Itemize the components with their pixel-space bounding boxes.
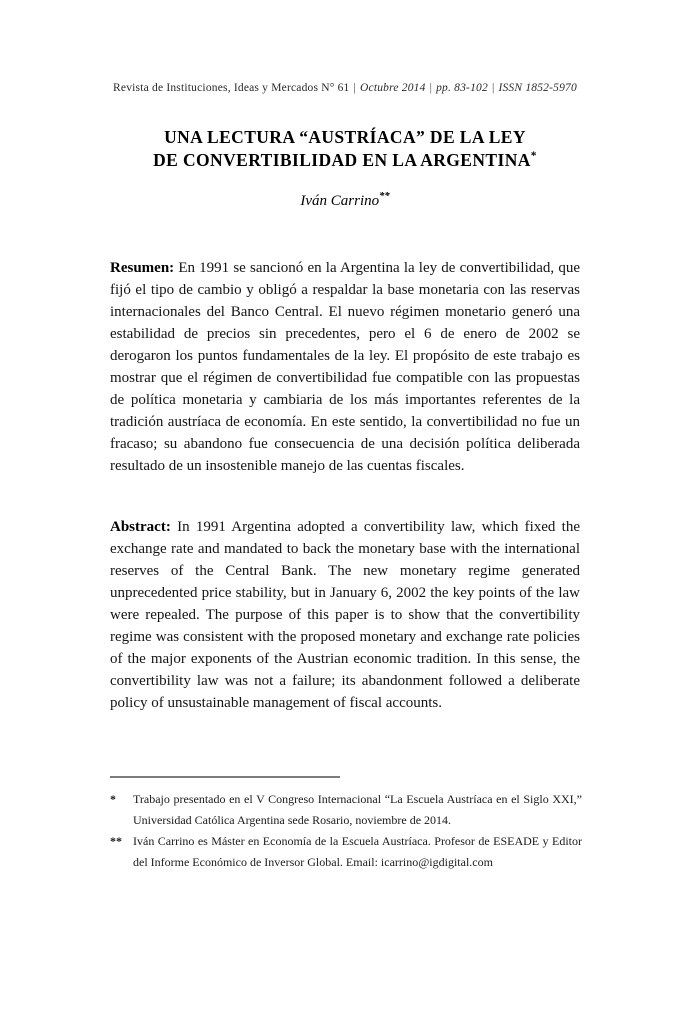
title-footnote-marker: * [530, 150, 537, 163]
resumen-paragraph [110, 257, 580, 477]
abstract-paragraph [110, 516, 580, 714]
author-footnote-marker: ** [379, 191, 390, 202]
page-range: pp. 83-102 [436, 82, 488, 94]
paper-title-line1: UNA LECTURA “AUSTRÍACA” DE LA LEY [164, 127, 526, 147]
abstract-label: Abstract: [110, 519, 171, 535]
journal-header [0, 82, 690, 94]
journal-name: Revista de Instituciones, Ideas y Mercados N° 61 [113, 82, 350, 94]
footnote-author-bio [110, 831, 582, 873]
paper-title [0, 126, 690, 172]
issn-number: ISSN 1852-5970 [498, 82, 577, 94]
author-line [0, 193, 690, 210]
footnote-congress [110, 789, 582, 831]
header-divider: | [353, 82, 357, 94]
abstract-text: In 1991 Argentina adopted a convertibility law, which fixed the exchange rate and mandated to back the monetary base with the international reserves of the Central Bank. The new monetary regime generated unprecedented price stability, but in January 6, 2002 the key points of the law were repealed. The purpose of this paper is to show that the convertibility regime was consistent with the proposed monetary and exchange rate policies of the major exponents of the Austrian economic tradition. In this sense, the convertibility law was not a failure; its abandonment followed a deliberate policy of unsustainable management of fiscal accounts. [110, 519, 580, 711]
author-name: Iván Carrino [300, 193, 380, 209]
resumen-label: Resumen: [110, 260, 175, 276]
header-divider: | [429, 82, 433, 94]
footnote-marker: * [110, 792, 116, 806]
issue-date: Octubre 2014 [360, 82, 426, 94]
header-divider: | [491, 82, 495, 94]
resumen-text: En 1991 se sancionó en la Argentina la ley de convertibilidad, que fijó el tipo de cambio y obligó a respaldar la base monetaria con las reservas internacionales del Banco Central. El nuevo régimen monetario generó una estabilidad de precios sin precedentes, pero el 6 de enero de 2002 se derogaron los puntos fundamentales de la ley. El propósito de este trabajo es mostrar que el régimen de convertibilidad fue compatible con las propuestas de política monetaria y cambiaria de los más importantes referentes de la tradición austríaca de economía. En este sentido, la convertibilidad no fue un fracaso; su abandono fue consecuencia de una decisión política deliberada resultado de un insostenible manejo de las cuentas fiscales. [110, 260, 580, 474]
footnote-block [110, 789, 582, 873]
footnote-text: Iván Carrino es Máster en Economía de la Escuela Austríaca. Profesor de ESEADE y Editor del Informe Económico de Inversor Global. Email: icarrino@igdigital.com [133, 834, 582, 869]
footnote-marker: ** [110, 834, 122, 848]
paper-title-line2: DE CONVERTIBILIDAD EN LA ARGENTINA [153, 150, 531, 170]
footnote-text: Trabajo presentado en el V Congreso Internacional “La Escuela Austríaca en el Siglo XXI,” Universidad Católica Argentina sede Rosario, noviembre de 2014. [133, 792, 582, 827]
footnote-separator-rule [110, 776, 340, 778]
